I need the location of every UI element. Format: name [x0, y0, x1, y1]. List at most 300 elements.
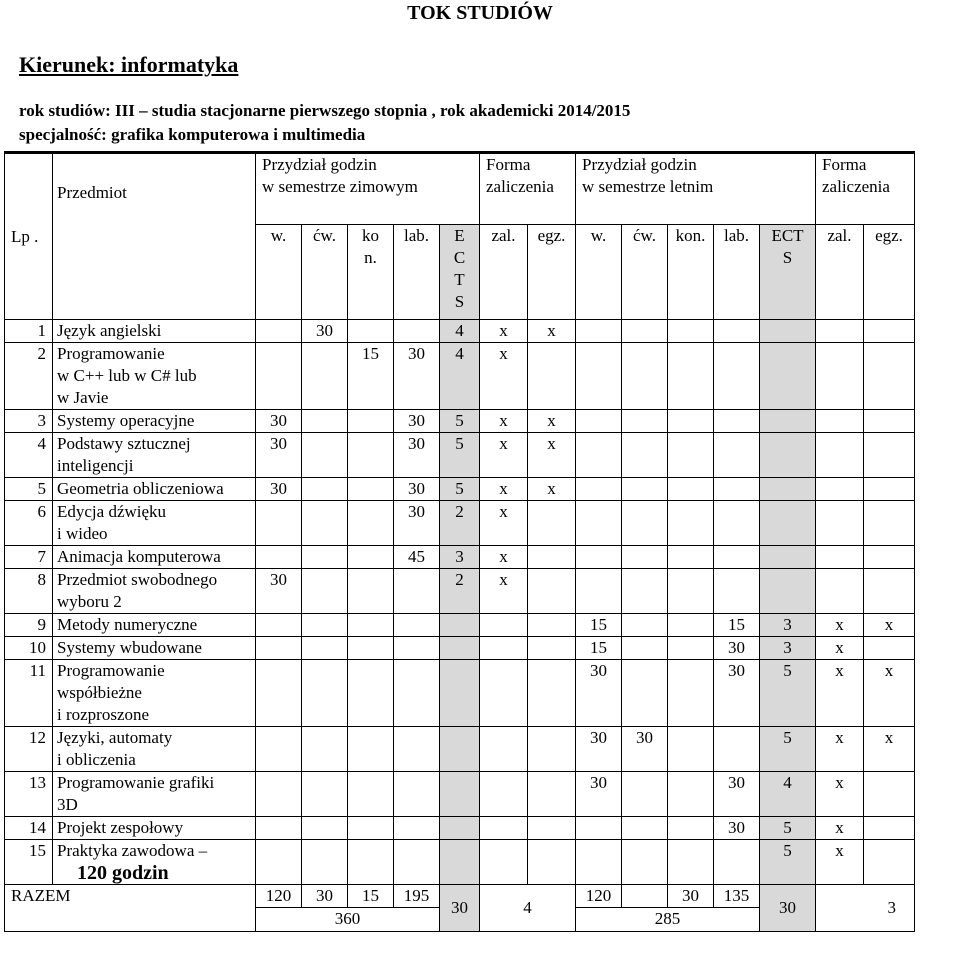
cell-w2	[576, 569, 622, 614]
col-header-winter: Przydział godzin w semestrze zimowym	[256, 153, 480, 225]
cell-zal2: x	[816, 817, 864, 840]
cell-zal2	[816, 478, 864, 501]
cell-w2	[576, 320, 622, 343]
cell-lab1: 45	[394, 546, 440, 569]
cell-lab2	[714, 433, 760, 478]
cell-egz1	[528, 772, 576, 817]
cell-zal2	[816, 546, 864, 569]
row-subject	[53, 614, 256, 637]
row-subject	[53, 772, 256, 817]
col-header-cw2: ćw.	[622, 225, 668, 320]
row-lp: 1	[5, 320, 53, 343]
cell-kon1	[348, 320, 394, 343]
cell-zal1: x	[480, 478, 528, 501]
cell-kon2	[668, 410, 714, 433]
cell-w1	[256, 546, 302, 569]
table-row	[5, 727, 915, 772]
row-lp: 2	[5, 343, 53, 410]
subject-name: Języki, automaty i obliczenia	[57, 728, 173, 769]
cell-cw1	[302, 614, 348, 637]
total-lab2: 135	[714, 885, 760, 908]
cell-ects2	[760, 433, 816, 478]
row-subject	[53, 840, 256, 885]
cell-lab1	[394, 817, 440, 840]
cell-ects2: 3	[760, 614, 816, 637]
schedule-table	[4, 151, 915, 932]
cell-ects1: 5	[440, 478, 480, 501]
cell-kon1	[348, 546, 394, 569]
table-row	[5, 501, 915, 546]
cell-w2: 30	[576, 772, 622, 817]
total-sum-summer: 285	[576, 908, 760, 932]
total-zal2: 3	[816, 885, 915, 932]
cell-kon1	[348, 569, 394, 614]
cell-w2	[576, 343, 622, 410]
subject-name: Programowanie w C++ lub w C# lub w Javie	[57, 344, 197, 407]
cell-ects1	[440, 727, 480, 772]
row-lp: 4	[5, 433, 53, 478]
cell-egz1	[528, 660, 576, 727]
cell-egz2	[864, 772, 915, 817]
cell-kon2	[668, 569, 714, 614]
cell-kon2	[668, 501, 714, 546]
cell-ects2	[760, 320, 816, 343]
cell-kon1	[348, 614, 394, 637]
cell-egz2	[864, 478, 915, 501]
total-lab1: 195	[394, 885, 440, 908]
cell-egz2: x	[864, 660, 915, 727]
table-row	[5, 478, 915, 501]
cell-zal2: x	[816, 840, 864, 885]
total-kon1: 15	[348, 885, 394, 908]
cell-w1: 30	[256, 569, 302, 614]
cell-zal2	[816, 433, 864, 478]
subject-name: Animacja komputerowa	[57, 547, 221, 566]
table-row	[5, 840, 915, 885]
row-subject	[53, 727, 256, 772]
cell-egz1	[528, 343, 576, 410]
cell-lab1: 30	[394, 343, 440, 410]
cell-zal2	[816, 320, 864, 343]
total-kon2: 30	[668, 885, 714, 908]
cell-kon2	[668, 614, 714, 637]
cell-w2: 30	[576, 660, 622, 727]
subject-name: Geometria obliczeniowa	[57, 479, 224, 498]
cell-cw2	[622, 614, 668, 637]
cell-zal1: x	[480, 410, 528, 433]
cell-w2	[576, 478, 622, 501]
cell-lab1	[394, 772, 440, 817]
col-header-zal1: zal.	[480, 225, 528, 320]
cell-ects2	[760, 478, 816, 501]
cell-zal1	[480, 637, 528, 660]
cell-lab2: 15	[714, 614, 760, 637]
total-w1: 120	[256, 885, 302, 908]
total-zal1: 4	[480, 885, 576, 932]
cell-cw1	[302, 772, 348, 817]
cell-zal1	[480, 840, 528, 885]
cell-ects1	[440, 840, 480, 885]
subject-name: Język angielski	[57, 321, 162, 340]
cell-kon1	[348, 817, 394, 840]
cell-egz2	[864, 501, 915, 546]
cell-cw1	[302, 501, 348, 546]
totals-label: RAZEM	[5, 885, 256, 932]
cell-lab1: 30	[394, 433, 440, 478]
cell-zal1	[480, 817, 528, 840]
cell-zal1	[480, 727, 528, 772]
cell-egz2	[864, 343, 915, 410]
cell-zal2: x	[816, 772, 864, 817]
cell-egz2	[864, 840, 915, 885]
cell-cw2	[622, 501, 668, 546]
cell-egz2	[864, 410, 915, 433]
cell-cw2	[622, 817, 668, 840]
total-ects2: 30	[760, 885, 816, 932]
col-header-w2: w.	[576, 225, 622, 320]
cell-kon1	[348, 727, 394, 772]
cell-lab2	[714, 320, 760, 343]
cell-w2	[576, 410, 622, 433]
cell-zal2	[816, 569, 864, 614]
cell-ects2: 5	[760, 727, 816, 772]
cell-cw2	[622, 410, 668, 433]
cell-cw1	[302, 343, 348, 410]
row-lp: 5	[5, 478, 53, 501]
row-lp: 6	[5, 501, 53, 546]
cell-lab1	[394, 637, 440, 660]
page-title: TOK STUDIÓW	[407, 2, 553, 24]
cell-kon1	[348, 433, 394, 478]
cell-kon2	[668, 343, 714, 410]
row-lp: 12	[5, 727, 53, 772]
cell-ects2: 5	[760, 817, 816, 840]
cell-w1	[256, 660, 302, 727]
cell-zal1	[480, 772, 528, 817]
cell-cw2	[622, 433, 668, 478]
cell-egz1: x	[528, 433, 576, 478]
cell-lab2	[714, 501, 760, 546]
cell-lab2	[714, 569, 760, 614]
cell-egz1	[528, 614, 576, 637]
col-header-przedmiot: Przedmiot	[53, 153, 256, 320]
subject-name: Systemy wbudowane	[57, 638, 202, 657]
row-subject	[53, 320, 256, 343]
subject-name: Edycja dźwięku i wideo	[57, 502, 167, 543]
cell-lab1: 30	[394, 410, 440, 433]
cell-lab2	[714, 410, 760, 433]
col-header-lp: Lp .	[5, 153, 53, 320]
row-subject	[53, 478, 256, 501]
cell-kon2	[668, 772, 714, 817]
col-header-forma-summer: Forma zaliczenia	[816, 153, 915, 225]
cell-lab2: 30	[714, 772, 760, 817]
col-header-summer: Przydział godzin w semestrze letnim	[576, 153, 816, 225]
cell-kon2	[668, 840, 714, 885]
row-lp: 8	[5, 569, 53, 614]
cell-zal2: x	[816, 727, 864, 772]
cell-w1	[256, 772, 302, 817]
row-subject	[53, 433, 256, 478]
cell-w2	[576, 433, 622, 478]
cell-cw1	[302, 433, 348, 478]
cell-egz2	[864, 546, 915, 569]
cell-cw2	[622, 660, 668, 727]
subject-name: Przedmiot swobodnego wyboru 2	[57, 570, 218, 611]
cell-ects2: 5	[760, 840, 816, 885]
subject-name: Systemy operacyjne	[57, 411, 195, 430]
row-lp: 10	[5, 637, 53, 660]
table-row	[5, 614, 915, 637]
cell-egz1: x	[528, 410, 576, 433]
cell-cw2	[622, 546, 668, 569]
row-lp: 15	[5, 840, 53, 885]
cell-lab1	[394, 614, 440, 637]
cell-w1: 30	[256, 478, 302, 501]
cell-zal1	[480, 614, 528, 637]
cell-egz1	[528, 637, 576, 660]
cell-kon1	[348, 772, 394, 817]
cell-ects2	[760, 343, 816, 410]
subject-name: Praktyka zawodowa –	[57, 841, 208, 860]
cell-lab2	[714, 840, 760, 885]
cell-kon1: 15	[348, 343, 394, 410]
cell-zal1: x	[480, 546, 528, 569]
cell-egz1	[528, 546, 576, 569]
cell-cw2	[622, 320, 668, 343]
cell-lab2	[714, 546, 760, 569]
cell-kon2	[668, 817, 714, 840]
cell-ects1	[440, 614, 480, 637]
cell-ects1: 4	[440, 343, 480, 410]
cell-kon1	[348, 478, 394, 501]
cell-cw1	[302, 817, 348, 840]
kierunek-heading: Kierunek: informatyka	[19, 52, 239, 77]
cell-w1: 30	[256, 433, 302, 478]
cell-w1	[256, 727, 302, 772]
cell-cw1	[302, 840, 348, 885]
row-subject	[53, 817, 256, 840]
cell-egz2: x	[864, 614, 915, 637]
specialization-info: specjalność: grafika komputerowa i multimedia	[19, 125, 366, 144]
row-subject	[53, 410, 256, 433]
cell-w2	[576, 840, 622, 885]
total-ects1: 30	[440, 885, 480, 932]
cell-cw1	[302, 569, 348, 614]
cell-kon2	[668, 320, 714, 343]
cell-lab2: 30	[714, 637, 760, 660]
cell-ects1: 4	[440, 320, 480, 343]
cell-lab2	[714, 343, 760, 410]
cell-w1: 30	[256, 410, 302, 433]
cell-ects1: 5	[440, 433, 480, 478]
cell-w1	[256, 501, 302, 546]
cell-ects1: 5	[440, 410, 480, 433]
row-lp: 7	[5, 546, 53, 569]
cell-ects1	[440, 817, 480, 840]
cell-zal2: x	[816, 614, 864, 637]
cell-cw2: 30	[622, 727, 668, 772]
cell-w2	[576, 546, 622, 569]
subject-name: Programowanie współbieżne i rozproszone	[57, 661, 165, 724]
subject-name: Projekt zespołowy	[57, 818, 184, 837]
col-header-zal2: zal.	[816, 225, 864, 320]
subject-name: Metody numeryczne	[57, 615, 198, 634]
col-header-kon1: ko n.	[348, 225, 394, 320]
cell-zal2	[816, 501, 864, 546]
col-header-cw1: ćw.	[302, 225, 348, 320]
cell-egz2	[864, 569, 915, 614]
cell-lab2	[714, 478, 760, 501]
row-subject	[53, 660, 256, 727]
cell-egz1: x	[528, 320, 576, 343]
cell-w1	[256, 320, 302, 343]
cell-ects1: 2	[440, 501, 480, 546]
table-row	[5, 410, 915, 433]
cell-ects1: 3	[440, 546, 480, 569]
cell-kon1	[348, 410, 394, 433]
col-header-egz2: egz.	[864, 225, 915, 320]
cell-zal2	[816, 343, 864, 410]
cell-egz2	[864, 817, 915, 840]
cell-lab1: 30	[394, 501, 440, 546]
row-subject	[53, 501, 256, 546]
cell-w1	[256, 637, 302, 660]
table-row	[5, 569, 915, 614]
cell-ects1: 2	[440, 569, 480, 614]
subject-name: Programowanie grafiki 3D	[57, 773, 215, 814]
study-year-info: rok studiów: III – studia stacjonarne pierwszego stopnia , rok akademicki 2014/2015	[19, 101, 631, 120]
cell-egz1	[528, 817, 576, 840]
cell-kon2	[668, 546, 714, 569]
cell-w1	[256, 343, 302, 410]
row-subject	[53, 546, 256, 569]
col-header-ects2: ECT S	[760, 225, 816, 320]
cell-lab1	[394, 660, 440, 727]
cell-zal2: x	[816, 660, 864, 727]
cell-cw1	[302, 410, 348, 433]
col-header-ects1: E C T S	[440, 225, 480, 320]
cell-cw1	[302, 546, 348, 569]
cell-cw1	[302, 478, 348, 501]
cell-ects1	[440, 637, 480, 660]
cell-kon2	[668, 660, 714, 727]
table-row	[5, 546, 915, 569]
totals-row	[5, 885, 915, 908]
cell-ects2	[760, 569, 816, 614]
col-header-w1: w.	[256, 225, 302, 320]
cell-kon2	[668, 637, 714, 660]
cell-w2	[576, 817, 622, 840]
table-row	[5, 343, 915, 410]
cell-cw1	[302, 637, 348, 660]
cell-kon1	[348, 501, 394, 546]
cell-egz2	[864, 433, 915, 478]
cell-cw2	[622, 637, 668, 660]
cell-lab1: 30	[394, 478, 440, 501]
table-row	[5, 817, 915, 840]
row-lp: 9	[5, 614, 53, 637]
cell-lab1	[394, 840, 440, 885]
row-lp: 13	[5, 772, 53, 817]
cell-egz2: x	[864, 727, 915, 772]
total-cw2	[622, 885, 668, 908]
cell-w1	[256, 840, 302, 885]
subject-name: Podstawy sztucznej inteligencji	[57, 434, 191, 475]
row-lp: 3	[5, 410, 53, 433]
cell-egz2	[864, 637, 915, 660]
cell-zal1: x	[480, 501, 528, 546]
cell-w1	[256, 614, 302, 637]
table-row	[5, 772, 915, 817]
cell-cw1: 30	[302, 320, 348, 343]
cell-w1	[256, 817, 302, 840]
col-header-lab2: lab.	[714, 225, 760, 320]
cell-egz1: x	[528, 478, 576, 501]
row-lp: 14	[5, 817, 53, 840]
cell-cw2	[622, 840, 668, 885]
cell-cw1	[302, 660, 348, 727]
cell-ects1	[440, 660, 480, 727]
cell-egz2	[864, 320, 915, 343]
table-row	[5, 433, 915, 478]
cell-cw2	[622, 772, 668, 817]
cell-zal1: x	[480, 569, 528, 614]
col-header-kon2: kon.	[668, 225, 714, 320]
row-subject	[53, 343, 256, 410]
cell-kon1	[348, 660, 394, 727]
cell-lab1	[394, 569, 440, 614]
col-header-egz1: egz.	[528, 225, 576, 320]
cell-zal1: x	[480, 343, 528, 410]
cell-w2: 15	[576, 637, 622, 660]
row-lp: 11	[5, 660, 53, 727]
cell-cw2	[622, 343, 668, 410]
cell-ects2	[760, 410, 816, 433]
col-header-lab1: lab.	[394, 225, 440, 320]
cell-ects2: 5	[760, 660, 816, 727]
cell-egz1	[528, 840, 576, 885]
cell-egz1	[528, 501, 576, 546]
cell-zal1	[480, 660, 528, 727]
cell-lab1	[394, 320, 440, 343]
cell-ects2	[760, 501, 816, 546]
cell-w2	[576, 501, 622, 546]
cell-lab2: 30	[714, 660, 760, 727]
row-subject	[53, 637, 256, 660]
cell-cw2	[622, 478, 668, 501]
col-header-forma-winter: Forma zaliczenia	[480, 153, 576, 225]
cell-kon2	[668, 478, 714, 501]
total-w2: 120	[576, 885, 622, 908]
table-row	[5, 637, 915, 660]
cell-lab2: 30	[714, 817, 760, 840]
cell-zal2: x	[816, 637, 864, 660]
cell-zal1: x	[480, 433, 528, 478]
cell-cw1	[302, 727, 348, 772]
cell-cw2	[622, 569, 668, 614]
cell-egz1	[528, 569, 576, 614]
cell-zal1: x	[480, 320, 528, 343]
row-subject	[53, 569, 256, 614]
cell-w2: 15	[576, 614, 622, 637]
cell-egz1	[528, 727, 576, 772]
subject-name-extra: 120 godzin	[77, 862, 169, 884]
cell-lab2	[714, 727, 760, 772]
total-cw1: 30	[302, 885, 348, 908]
cell-kon2	[668, 433, 714, 478]
cell-w2: 30	[576, 727, 622, 772]
